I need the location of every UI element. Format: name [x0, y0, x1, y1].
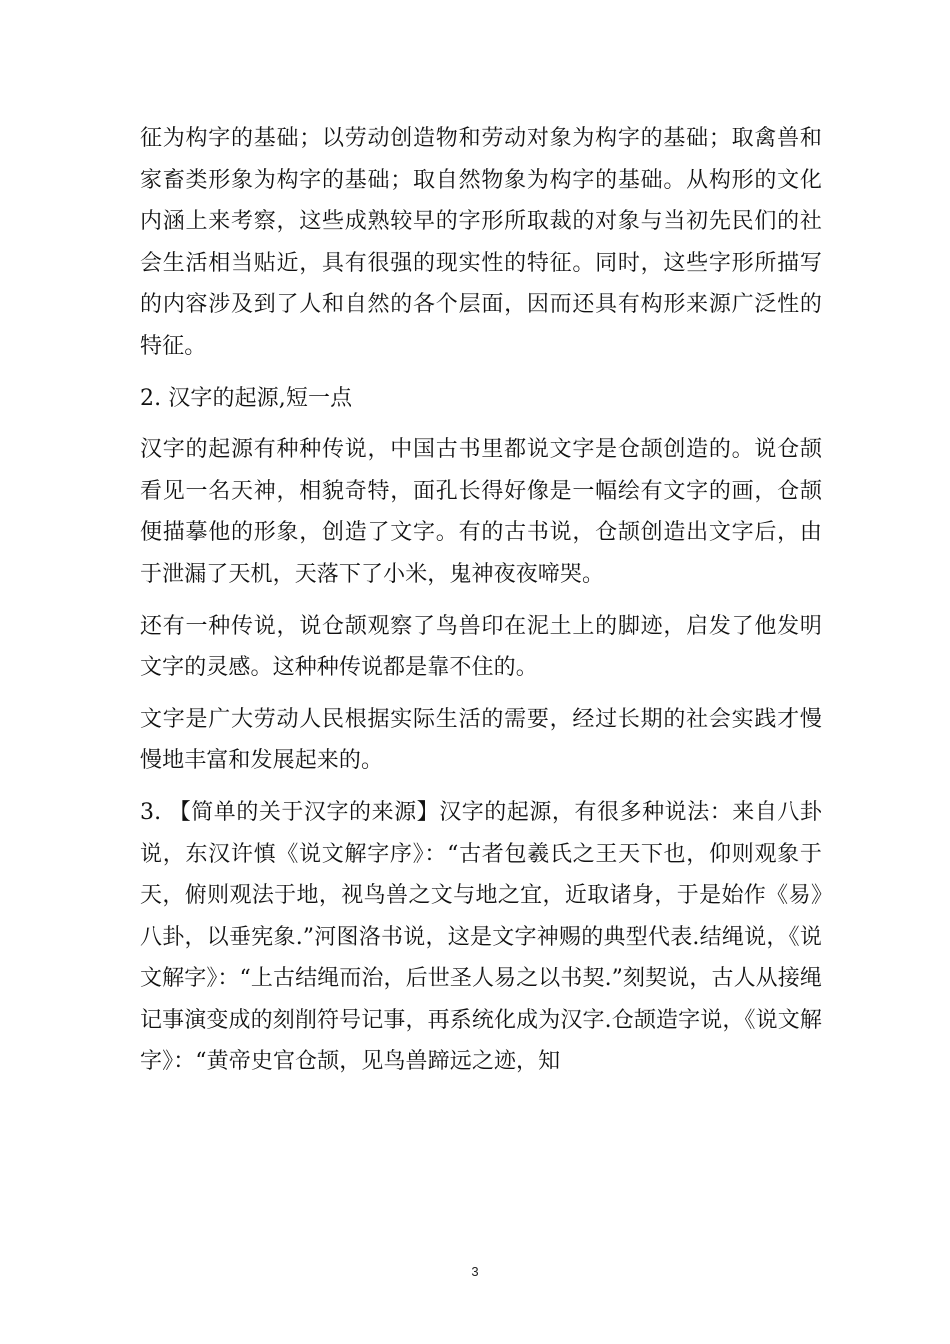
page-number: 3: [471, 1264, 479, 1279]
paragraph-character-origins-features: 征为构字的基础；以劳动创造物和劳动对象为构字的基础；取禽兽和家畜类形象为构字的基础；取自然物象为构字的基础。从构形的文化内涵上来考察，这些成熟较早的字形所取裁的对象与当初先民们的社会生活相当贴近，具有很强的现实性的特征。同时，这些字形所描写的内容涉及到了人和自然的各个层面，因而还具有构形来源广泛性的特征。: [140, 126, 822, 359]
paragraph-people-created-writing: 文字是广大劳动人民根据实际生活的需要，经过长期的社会实践才慢慢地丰富和发展起来的。: [140, 706, 822, 774]
body-text: [140, 118, 822, 1093]
heading-item-2: 2. 汉字的起源,短一点: [140, 385, 353, 411]
paragraph-cangjie-legend: 汉字的起源有种种传说，中国古书里都说文字是仓颉创造的。说仓颉看见一名天神，相貌奇特，面孔长得好像是一幅绘有文字的画，仓颉便描摹他的形象，创造了文字。有的古书说，仓颉创造出文字后，由于泄漏了天机，天落下了小米，鬼神夜夜啼哭。: [140, 437, 822, 587]
paragraph-item-3-origin-theories: 3. 【简单的关于汉字的来源】汉字的起源，有很多种说法：来自八卦说，东汉许慎《说文解字序》：“古者包羲氏之王天下也，仰则观象于天，俯则观法于地，视鸟兽之文与地之宜，近取诸身，于是始作《易》八卦，以垂宪象.”河图洛书说，这是文字神赐的典型代表.结绳说，《说文解字》：“上古结绳而治，后世圣人易之以书契.”刻契说，古人从接绳记事演变成的刻削符号记事，再系统化成为汉字.仓颉造字说，《说文解字》：“黄帝史官仓颉，见鸟兽蹄远之迹，知: [140, 799, 822, 1075]
paragraph-bird-footprints-legend: 还有一种传说，说仓颉观察了鸟兽印在泥土上的脚迹，启发了他发明文字的灵感。这种种传说都是靠不住的。: [140, 613, 822, 681]
